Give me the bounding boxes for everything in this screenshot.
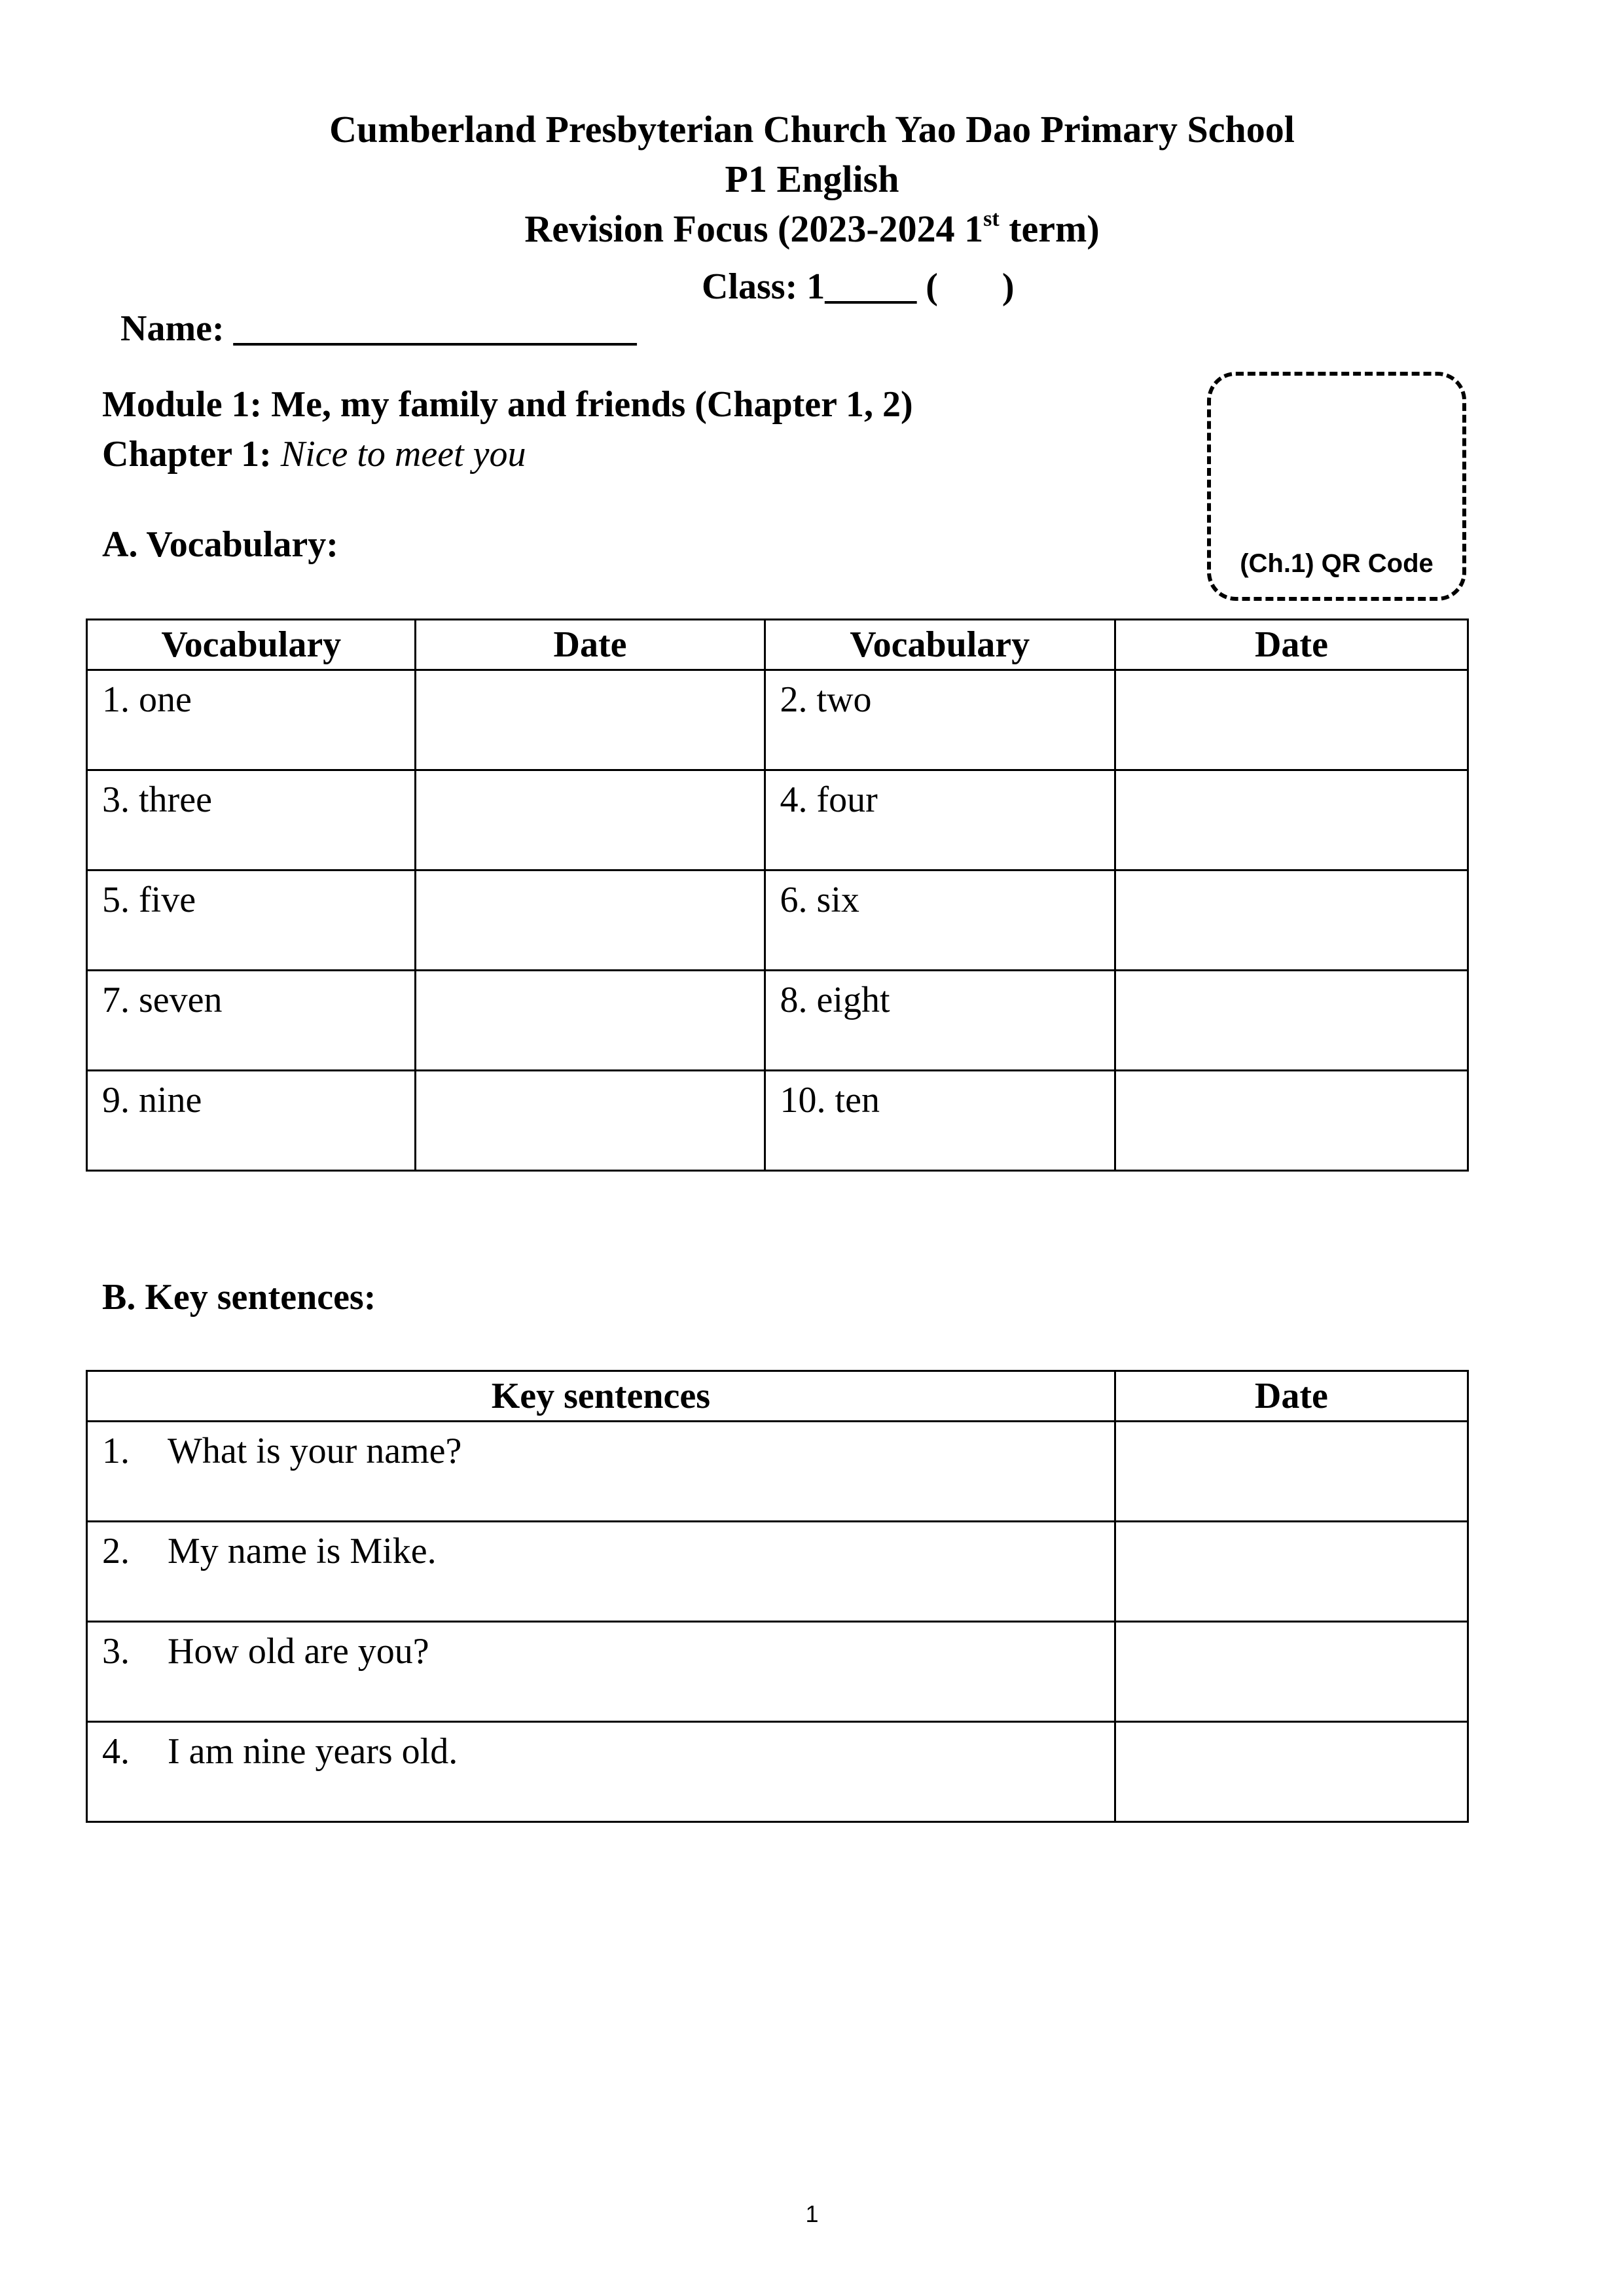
key-sentence-cell <box>87 1422 1115 1522</box>
sentence-text: How old are you? <box>168 1631 429 1672</box>
date-entry-cell[interactable] <box>416 971 765 1071</box>
sentence-text: I am nine years old. <box>168 1731 458 1772</box>
date-entry-cell[interactable] <box>1115 1422 1468 1522</box>
sentence-number: 1. <box>102 1431 130 1471</box>
table-row <box>87 1622 1468 1722</box>
revision-focus-title <box>0 204 1624 254</box>
key-sentences-section-title: B. Key sentences: <box>102 1277 376 1318</box>
table-row <box>87 1522 1468 1622</box>
vocabulary-word-cell: 10. ten <box>765 1071 1115 1171</box>
date-column-header: Date <box>416 620 765 670</box>
sentence-text: What is your name? <box>168 1431 462 1471</box>
vocabulary-word-cell: 1. one <box>87 670 416 770</box>
module-line: Module 1: Me, my family and friends (Chapter 1, 2) <box>102 384 913 425</box>
date-entry-cell[interactable] <box>416 770 765 870</box>
sentence-number: 4. <box>102 1731 130 1772</box>
table-row <box>87 971 1468 1071</box>
vocabulary-header-row <box>87 620 1468 670</box>
date-entry-cell[interactable] <box>416 670 765 770</box>
date-entry-cell[interactable] <box>1115 1522 1468 1622</box>
sentence-number: 2. <box>102 1531 130 1571</box>
sentence-number: 3. <box>102 1631 130 1672</box>
date-entry-cell[interactable] <box>1115 1622 1468 1722</box>
date-entry-cell[interactable] <box>1115 1071 1468 1171</box>
document-header <box>0 105 1624 254</box>
vocabulary-word-cell: 5. five <box>87 870 416 971</box>
key-sentence-cell <box>87 1622 1115 1722</box>
chapter-title: Nice to meet you <box>280 434 526 475</box>
date-entry-cell[interactable] <box>1115 770 1468 870</box>
vocabulary-word-cell: 3. three <box>87 770 416 870</box>
page-number: 1 <box>805 2200 819 2227</box>
name-field-label: Name: ______________________ <box>120 308 637 349</box>
date-entry-cell[interactable] <box>416 870 765 971</box>
chapter-label: Chapter 1: <box>102 434 281 475</box>
table-row <box>87 870 1468 971</box>
revision-focus-suffix: term) <box>999 207 1100 250</box>
vocabulary-column-header: Vocabulary <box>765 620 1115 670</box>
revision-focus-sup: st <box>983 207 1000 231</box>
key-sentences-table <box>86 1370 1469 1823</box>
qr-code-placeholder <box>1207 372 1466 601</box>
date-entry-cell[interactable] <box>1115 670 1468 770</box>
class-field-label: Class: 1_____ ( ) <box>702 266 1015 307</box>
qr-code-label: (Ch.1) QR Code <box>1240 549 1434 578</box>
sentence-text: My name is Mike. <box>168 1531 437 1571</box>
date-entry-cell[interactable] <box>416 1071 765 1171</box>
vocabulary-table <box>86 619 1469 1172</box>
school-name: Cumberland Presbyterian Church Yao Dao Primary School <box>329 108 1295 151</box>
key-sentence-cell <box>87 1522 1115 1622</box>
date-column-header: Date <box>1115 1371 1468 1422</box>
vocabulary-column-header: Vocabulary <box>87 620 416 670</box>
vocabulary-word-cell: 6. six <box>765 870 1115 971</box>
key-sentences-column-header: Key sentences <box>87 1371 1115 1422</box>
date-entry-cell[interactable] <box>1115 1722 1468 1822</box>
date-entry-cell[interactable] <box>1115 971 1468 1071</box>
table-row <box>87 1422 1468 1522</box>
key-sentences-header-row <box>87 1371 1468 1422</box>
table-row <box>87 1722 1468 1822</box>
subject-title: P1 English <box>725 158 899 200</box>
revision-focus-prefix: Revision Focus (2023-2024 1 <box>524 207 984 250</box>
table-row <box>87 770 1468 870</box>
vocabulary-word-cell: 8. eight <box>765 971 1115 1071</box>
student-info-line <box>102 266 1015 391</box>
vocabulary-section-title: A. Vocabulary: <box>102 524 338 565</box>
date-column-header: Date <box>1115 620 1468 670</box>
chapter-line <box>102 429 913 479</box>
vocabulary-word-cell: 9. nine <box>87 1071 416 1171</box>
date-entry-cell[interactable] <box>1115 870 1468 971</box>
vocabulary-word-cell: 7. seven <box>87 971 416 1071</box>
vocabulary-word-cell: 2. two <box>765 670 1115 770</box>
table-row <box>87 1071 1468 1171</box>
key-sentence-cell <box>87 1722 1115 1822</box>
vocabulary-word-cell: 4. four <box>765 770 1115 870</box>
module-heading <box>102 380 913 479</box>
table-row <box>87 670 1468 770</box>
